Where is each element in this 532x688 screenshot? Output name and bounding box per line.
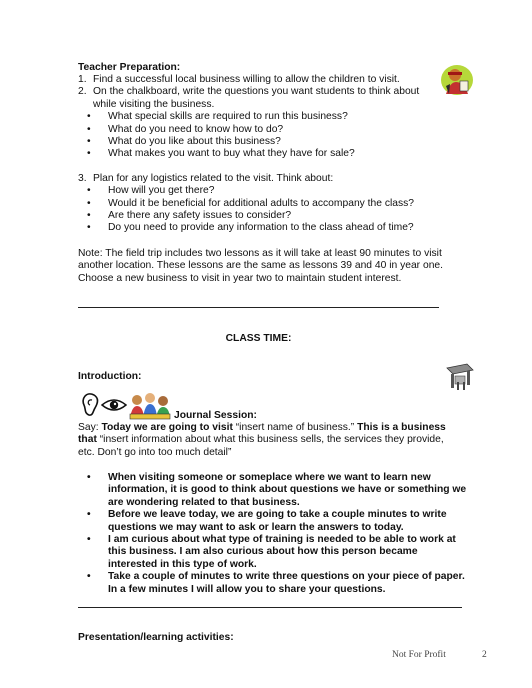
footer-text: Not For Profit (392, 650, 446, 660)
list-item: • Would it be beneficial for additional adults to accompany the class? (78, 198, 438, 210)
class-time-heading: CLASS TIME: (225, 333, 292, 344)
list-item: • How will you get there? (78, 185, 438, 197)
divider (78, 607, 462, 608)
presentation-heading: Presentation/learning activities: (78, 632, 234, 643)
introduction-heading: Introduction: (78, 371, 142, 382)
list-item: • What makes you want to buy what they have for sale? (78, 148, 438, 160)
divider (78, 307, 439, 308)
ear-icon (80, 391, 100, 421)
desk-icon (443, 362, 477, 396)
list-item: • Take a couple of minutes to write three questions on your piece of paper. In a few minutes I will allow you to share your questions. (78, 571, 468, 596)
field-trip-note: Note: The field trip includes two lessons as it will take at least 90 minutes to visit another location. These lessons are the same as lessons 39 and 40 in year one. Choose a new business to visit in year two to maintain student interest. (78, 248, 444, 284)
list-item: • What do you need to know how to do? (78, 124, 438, 136)
list-item: • I am curious about what type of training is needed to be able to work at this business. I am also curious about how this person became interested in this type of work. (78, 534, 468, 571)
teacher-prep-heading: Teacher Preparation: (78, 62, 181, 73)
prep-item-3: 3. Plan for any logistics related to the visit. Think about: (78, 172, 334, 184)
prep-item-text: Plan for any logistics related to the visit. Think about: (93, 172, 334, 184)
teacher-icon (440, 64, 474, 100)
eye-icon (101, 397, 127, 417)
prep-item-text: On the chalkboard, write the questions you want students to think about while visiting the business. (93, 86, 420, 110)
page-number: 2 (482, 650, 487, 660)
prep-item-2-bullets (78, 111, 438, 161)
list-item: • Do you need to provide any information to the class ahead of time? (78, 222, 438, 234)
prep-item-3-bullets (78, 185, 438, 235)
journal-say-paragraph: Say: Today we are going to visit “insert name of business.” This is a business that “insert information about what this business sells, the services they provide, etc. Don’t go into too much detail” (78, 422, 446, 458)
list-item: • Before we leave today, we are going to take a couple minutes to write questions we may want to ask or learn the answers to today. (78, 509, 468, 534)
journal-session-label: Journal Session: (174, 410, 257, 421)
list-item: • What do you like about this business? (78, 136, 438, 148)
children-icon (128, 392, 172, 424)
list-item: • Are there any safety issues to consider? (78, 210, 438, 222)
list-item: • What special skills are required to run this business? (78, 111, 438, 123)
prep-item-text: Find a successful local business willing to allow the children to visit. (93, 74, 400, 85)
prep-item-1: 1. Find a successful local business willing to allow the children to visit. (78, 74, 400, 85)
teacher-prep-list (78, 74, 438, 235)
list-item: • When visiting someone or someplace where we want to learn new information, it is good to think about questions we have or something we are wondering related to that business. (78, 472, 468, 509)
talking-points (78, 472, 468, 596)
prep-item-2: 2. On the chalkboard, write the questions you want students to think about while visiting the business. (78, 86, 420, 110)
